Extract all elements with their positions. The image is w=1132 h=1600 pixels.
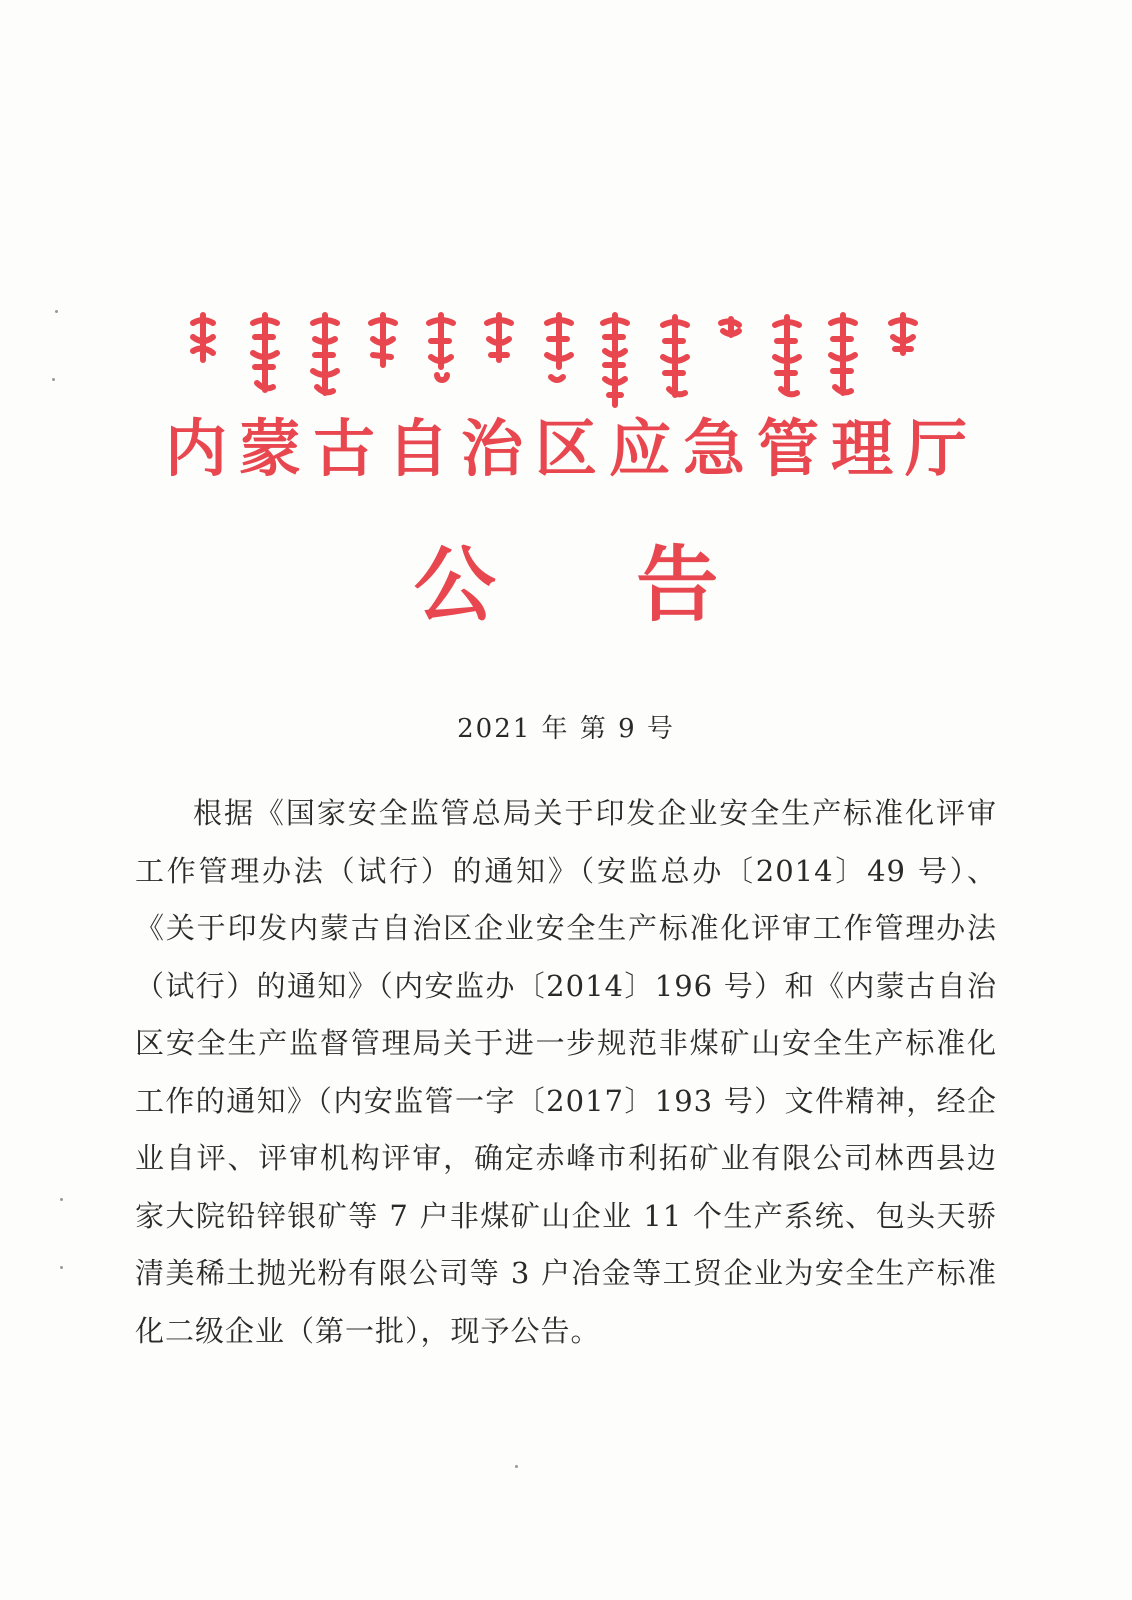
scan-speck [60, 1198, 63, 1201]
mongolian-script-banner-icon [175, 305, 955, 415]
scan-speck [60, 1266, 63, 1269]
announcement-body: 根据《国家安全监管总局关于印发企业安全生产标准化评审工作管理办法（试行）的通知》（安监总办〔2014〕49 号）、《关于印发内蒙古自治区企业安全生产标准化评审工作管理办法（试行）的通知》（内安监办〔2014〕196 号）和《内蒙古自治区安全生产监督管理局关于进一步规范非煤矿山安全生产标准化工作的通知》（内安监管一字〔2017〕193 号）文件精神，经企业自评、评审机构评审，确定赤峰市利拓矿业有限公司林西县边家大院铅锌银矿等 7 户非煤矿山企业 11 个生产系统、包头天骄清美稀土抛光粉有限公司等 3 户冶金等工贸企业为安全生产标准化二级企业（第一批），现予公告。 [135, 796, 997, 1348]
scan-speck [515, 1465, 518, 1468]
agency-name: 内蒙古自治区应急管理厅 [164, 412, 979, 485]
scan-speck [52, 378, 55, 381]
document-number: 2021 年 第 9 号 [457, 714, 675, 744]
scan-speck [55, 310, 58, 313]
document-type-title: 公 告 [413, 538, 775, 633]
